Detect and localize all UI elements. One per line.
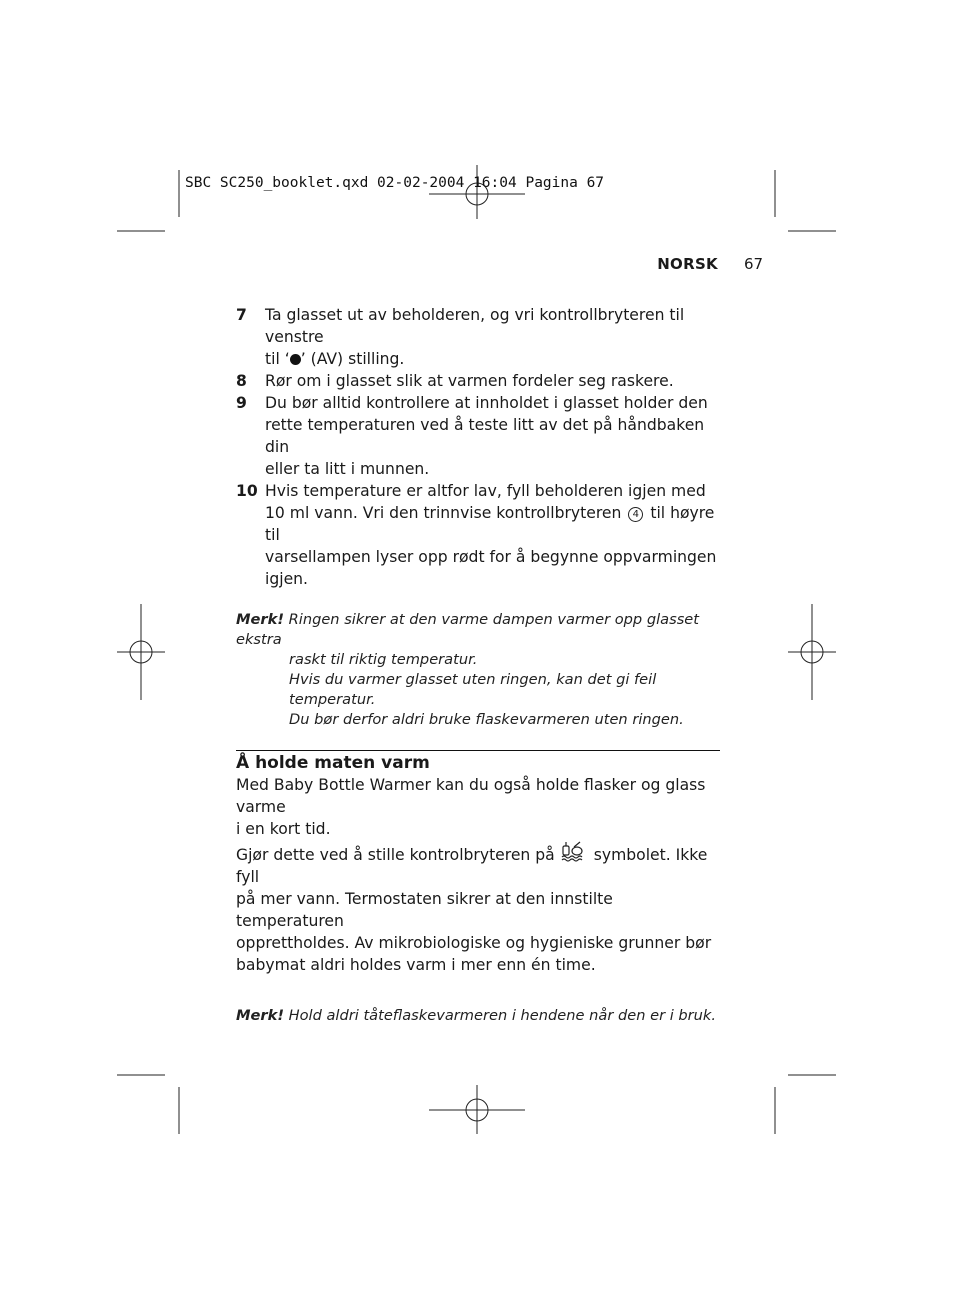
page-number: 67 <box>744 255 764 273</box>
note-ring: Merk! Ringen sikrer at den varme dampen varmer opp glasset ekstra raskt til riktig temperatur. Hvis du varmer glasset uten ringen, kan det gi feil temperatur. Du bør derfor aldri bruke flaskevarmeren uten ringen. <box>236 611 700 728</box>
keep-warm-symbol-icon <box>560 840 586 862</box>
step-text: Ta glasset ut av beholderen, og vri kontrollbryteren til venstre til ‘ ’ (AV) stilling. <box>265 306 685 368</box>
step-number: 9 <box>236 394 247 412</box>
print-slug: SBC SC250_booklet.qxd 02-02-2004 16:04 Pagina 67 <box>185 175 605 191</box>
section-header: NORSK <box>657 255 718 273</box>
step-text: Rør om i glasset slik at varmen fordeler seg raskere. <box>265 372 674 390</box>
step-text: Hvis temperature er altfor lav, fyll beholderen igjen med 10 ml vann. Vri den trinnvise kontrollbryteren 4 til høyre til varsellampen lyser opp rødt for å begynne oppvarmingen igjen. <box>265 482 717 588</box>
registration-mark-right <box>788 604 836 700</box>
step-number: 7 <box>236 306 247 324</box>
page-content <box>236 304 720 1026</box>
off-dot-icon <box>290 354 301 365</box>
section-keep-warm <box>236 750 720 976</box>
section-title: Å holde maten varm <box>236 753 430 773</box>
step-8 <box>236 370 720 392</box>
registration-mark-bottom <box>429 1085 525 1134</box>
registration-mark-top <box>429 165 525 219</box>
step-10 <box>236 480 720 590</box>
section-body: Med Baby Bottle Warmer kan du også holde flasker og glass varme i en kort tid. Gjør dette ved å stille kontrolbryteren på symbolet. Ikke fyll på mer vann. Termostaten sikrer at den innstilte temperaturen opprettholdes. Av mikrobiologiske og hygieniske grunner bør babymat aldri holdes varm i mer enn én time. <box>236 776 712 974</box>
registration-mark-left <box>117 604 165 700</box>
step-number: 10 <box>236 482 258 500</box>
circled-number-icon: 4 <box>628 507 643 522</box>
note-label: Merk! <box>236 1007 284 1024</box>
note-hands: Merk! Hold aldri tåteflaskevarmeren i hendene når den er i bruk. <box>236 1007 717 1024</box>
step-7 <box>236 304 720 370</box>
step-number: 8 <box>236 372 247 390</box>
step-text: Du bør alltid kontrollere at innholdet i glasset holder den rette temperaturen ved å teste litt av det på håndbaken din eller ta litt i munnen. <box>265 394 708 478</box>
step-9 <box>236 392 720 480</box>
note-label: Merk! <box>236 611 284 628</box>
